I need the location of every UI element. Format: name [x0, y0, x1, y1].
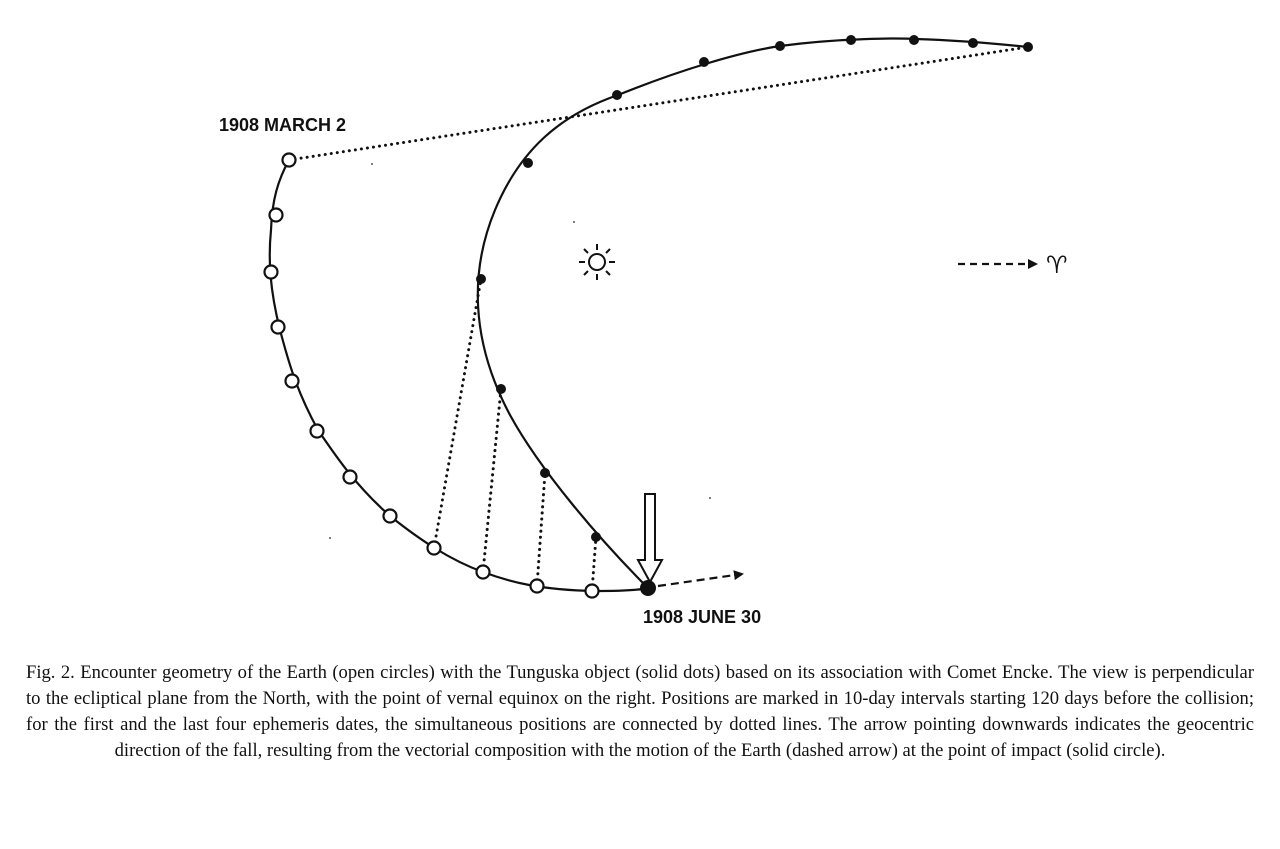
- connection-line-1: [592, 537, 596, 591]
- connection-line-first: [289, 47, 1028, 160]
- sun-icon: [579, 244, 615, 280]
- object-positions: [476, 35, 1033, 542]
- speck: [709, 497, 711, 499]
- object-dot: [1023, 42, 1033, 52]
- object-dot: [591, 532, 601, 542]
- object-dot: [476, 274, 486, 284]
- earth-circle: [311, 425, 324, 438]
- earth-circle: [272, 321, 285, 334]
- object-dot: [968, 38, 978, 48]
- vernal-equinox-symbol: ♈: [1046, 251, 1068, 279]
- object-dot: [540, 468, 550, 478]
- object-dot: [496, 384, 506, 394]
- label-1908-june-30: 1908 JUNE 30: [643, 607, 762, 627]
- speck: [329, 537, 331, 539]
- figure-caption: Fig. 2. Encounter geometry of the Earth (open circles) with the Tunguska object (solid dots) based on its association with Comet Encke. The view is perpendicular to the ecliptical plane from the North, with the point of vernal equinox on the right. Positions are marked in 10-day intervals starting 120 days before the collision; for the first and the last four ephemeris dates, the simultaneous positions are connected by dotted lines. The arrow pointing downwards indicates the geocentric direction of the fall, resulting from the vectorial composition with the motion of the Earth (dashed arrow) at the point of impact (solid circle).: [26, 662, 1254, 761]
- object-dot: [775, 41, 785, 51]
- connection-lines: [289, 47, 1028, 591]
- earth-circle: [531, 580, 544, 593]
- earth-circle: [344, 471, 357, 484]
- speck: [371, 163, 373, 165]
- object-dot: [909, 35, 919, 45]
- object-dot: [699, 57, 709, 67]
- object-dot: [523, 158, 533, 168]
- connection-line-2: [537, 473, 545, 586]
- earth-circle: [283, 154, 296, 167]
- earth-motion-arrow: [658, 574, 742, 586]
- earth-circle: [428, 542, 441, 555]
- earth-circle: [384, 510, 397, 523]
- earth-circle: [477, 566, 490, 579]
- earth-circle: [265, 266, 278, 279]
- connection-line-4: [434, 279, 481, 548]
- earth-positions: [265, 154, 599, 598]
- connection-line-3: [483, 389, 501, 572]
- object-dot: [612, 90, 622, 100]
- earth-circle: [270, 209, 283, 222]
- speck: [573, 221, 575, 223]
- earth-circle: [586, 585, 599, 598]
- label-1908-march-2: 1908 MARCH 2: [219, 115, 347, 135]
- object-orbit-curve: [478, 39, 1028, 588]
- fall-direction-arrow: [638, 494, 662, 582]
- object-dot: [846, 35, 856, 45]
- impact-point: [640, 580, 656, 596]
- earth-circle: [286, 375, 299, 388]
